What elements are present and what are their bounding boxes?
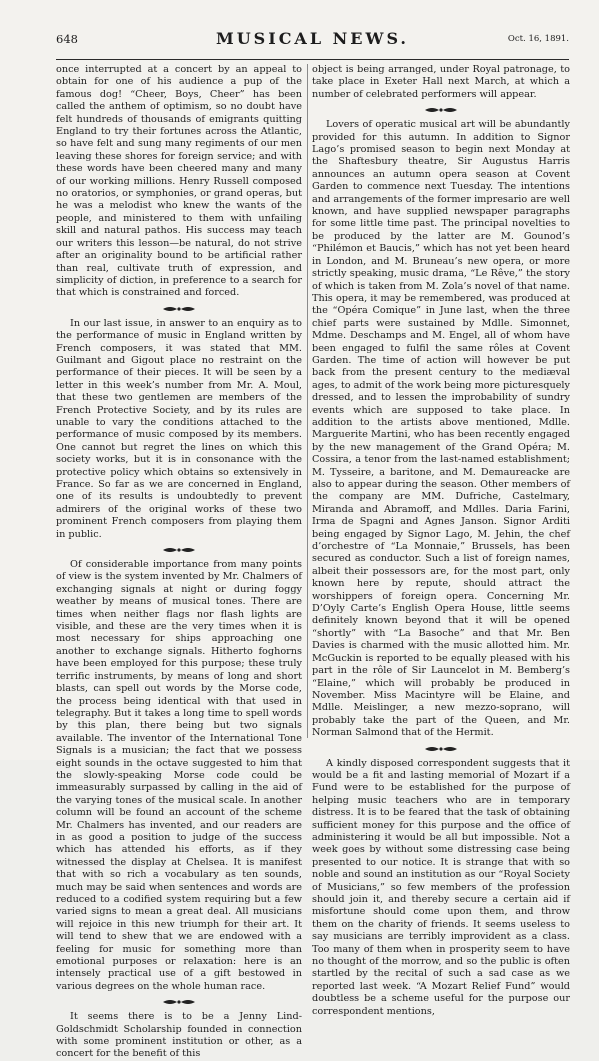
ornamental-divider-icon: [312, 743, 570, 755]
header-rule: [56, 59, 569, 60]
article-paragraph: Lovers of operatic musical art will be abundantly provided for this autumn. In addition to Signor Lago’s promised season to begin next Monday at the Shaftesbury theatre, Sir Augustus Harris announces an autumn opera season at Covent Garden to commence next Tuesday. The intentions and arrangements of the former impresario are well known, and have supplied newspaper paragraphs for some little time past. The principal novelties to be produced by the latter are M. Gounod’s “Philémon et Baucis,” which has not yet been heard in London, and M. Bruneau’s new opera, or more strictly speaking, music drama, “Le Rêve,” the story of which is taken from M. Zola’s novel of that name. This opera, it may be remembered, was produced at the “Opéra Comique” in June last, when the three chief parts were sustained by Mdlle. Simonnet, Mdme. Deschamps and M. Engel, all of whom have been engaged to fulfil the same rôles at Covent Garden. The time of action will however be put back from the present century to the mediæval ages, to admit of the work being more picturesquely dressed, and to lessen the improbability of sundry events which are supposed to take place. In addition to the artists above mentioned, Mdlle. Marguerite Martini, who has been recently engaged by the new management of the Grand Opéra; M. Cossira, a tenor from the last-named establishment; M. Tysseire, a baritone, and M. Demaureacke are also to appear during the season. Other members of the company are MM. Dufriche, Castelmary, Miranda and Abramoff, and Mdlles. Daria Farini, Irma de Spagni and Agnes Janson. Signor Arditi being engaged by Signor Lago, M. Jehin, the chef d’orchestre of “La Monnaie,” Brussels, has been secured as conductor. Such a list of foreign names, albeit their possessors are, for the most part, only known here by repute, should attract the worshippers of foreign opera. Concerning Mr. D’Oyly Carte’s English Opera House, little seems definitely known beyond that it will be opened “shortly” with “La Basoche” and that Mr. Ben Davies is charmed with the music allotted him. Mr. McGuckin is reported to be equally pleased with his part in the rôle of Sir Launcelot in M. Bemberg’s “Elaine,” which will probably be produced in November. Miss Macintyre will be Elaine, and Mdlle. Meislinger, a new mezzo-soprano, will probably take the part of the Queen, and Mr. Norman Salmond that of the Hermit.: [312, 119, 570, 739]
left-column: [56, 64, 302, 1060]
issue-date: Oct. 16, 1891.: [507, 34, 569, 44]
ornamental-divider-icon: [56, 303, 302, 315]
article-paragraph: In our last issue, in answer to an enquiry as to the performance of music in England written by French composers, it was stated that MM. Guilmant and Gigout place no restraint on the performance of their pieces. It will be seen by a letter in this week’s number from Mr. A. Moul, that these two gentlemen are members of the French Protective Society, and by its rules are unable to vary the conditions attached to the performance of music composed by its members. One cannot but regret the lines on which this society works, but it is in consonance with the protective policy which obtains so extensively in France. So far as we are concerned in England, one of its results is undoubtedly to prevent admirers of the original works of these two prominent French composers from playing them in public.: [56, 317, 302, 540]
article-paragraph: It seems there is to be a Jenny Lind-Goldschmidt Scholarship founded in connection with some prominent institution or other, as a concert for the benefit of this: [56, 1011, 302, 1060]
page-number: 648: [56, 32, 78, 46]
article-paragraph: once interrupted at a concert by an appeal to obtain for one of his audience a pup of the famous dog! “Cheer, Boys, Cheer” has been called the anthem of optimism, so no doubt have felt hundreds of thousands of emigrants quitting England to try their fortunes across the Atlantic, so have felt and sung many regiments of our men leaving these shores for foreign service; and with these words have been cheered many and many of our working millions. Henry Russell composed no oratorios, or symphonies, or grand operas, but he was a melodist who knew the wants of the people, and ministered to them with unfailing skill and natural pathos. His success may teach our writers this lesson—be natural, do not strive after an originality bound to be artificial rather than real, cultivate truth of expression, and simplicity of diction, in preference to a search for that which is constrained and forced.: [56, 64, 302, 299]
article-paragraph: A kindly disposed correspondent suggests that it would be a fit and lasting memorial of Mozart if a Fund were to be established for the purpose of helping music teachers who are in temporary distress. It is to be feared that the task of obtaining sufficient money for this purpose and the office of administering it would be all but impossible. Not a week goes by without some distressing case being presented to our notice. It is strange that with so noble and sound an institution as our “Royal Society of Musicians,” so few members of the profession should join it, and thereby secure a certain aid if misfortune should come upon them, and throw them on the charity of friends. It seems useless to say musicians are terribly improvident as a class. Too many of them when in prosperity seem to have no thought of the morrow, and so the public is often startled by the recital of such a sad case as we reported last week. “A Mozart Relief Fund” would doubtless be a scheme useful for the purpose our correspondent mentions,: [312, 757, 570, 1017]
page-header: [56, 28, 569, 50]
article-paragraph: Of considerable importance from many points of view is the system invented by Mr. Chalmers of exchanging signals at night or during foggy weather by means of musical tones. There are times when neither flags nor flash lights are visible, and these are the very times when it is most necessary for ships approaching one another to exchange signals. Hitherto foghorns have been employed for this purpose; these truly terrific instruments, by means of long and short blasts, can spell out words by the Morse code, the process being identical with that used in telegraphy. But it takes a long time to spell words by this plan, there being but two signals available. The inventor of the International Tone Signals is a musician; the fact that we possess eight sounds in the octave suggested to him that the slowly-speaking Morse code could be immeasurably surpassed by calling in the aid of the varying tones of the musical scale. In another column will be found an account of the scheme Mr. Chalmers has invented, and our readers are in as good a position to judge of the success which has attended his efforts, as if they witnessed the display at Chelsea. It is manifest that with so rich a vocabulary as ten sounds, much may be said when sentences and words are reduced to a codified system requiring but a few varied signs to mean a great deal. All musicians will rejoice in this new triumph for their art. It will tend to shew that we are endowed with a feeling for music for something more than emotional purposes or relaxation: here is an intensely practical use of a gift bestowed in various degrees on the whole human race.: [56, 559, 302, 992]
right-column: [312, 64, 570, 1017]
masthead-title: MUSICAL NEWS.: [215, 29, 409, 48]
column-divider: [307, 64, 308, 738]
ornamental-divider-icon: [312, 104, 570, 116]
ornamental-divider-icon: [56, 996, 302, 1008]
ornamental-divider-icon: [56, 544, 302, 556]
article-paragraph: object is being arranged, under Royal patronage, to take place in Exeter Hall next March, at which a number of celebrated performers will appear.: [312, 64, 570, 100]
